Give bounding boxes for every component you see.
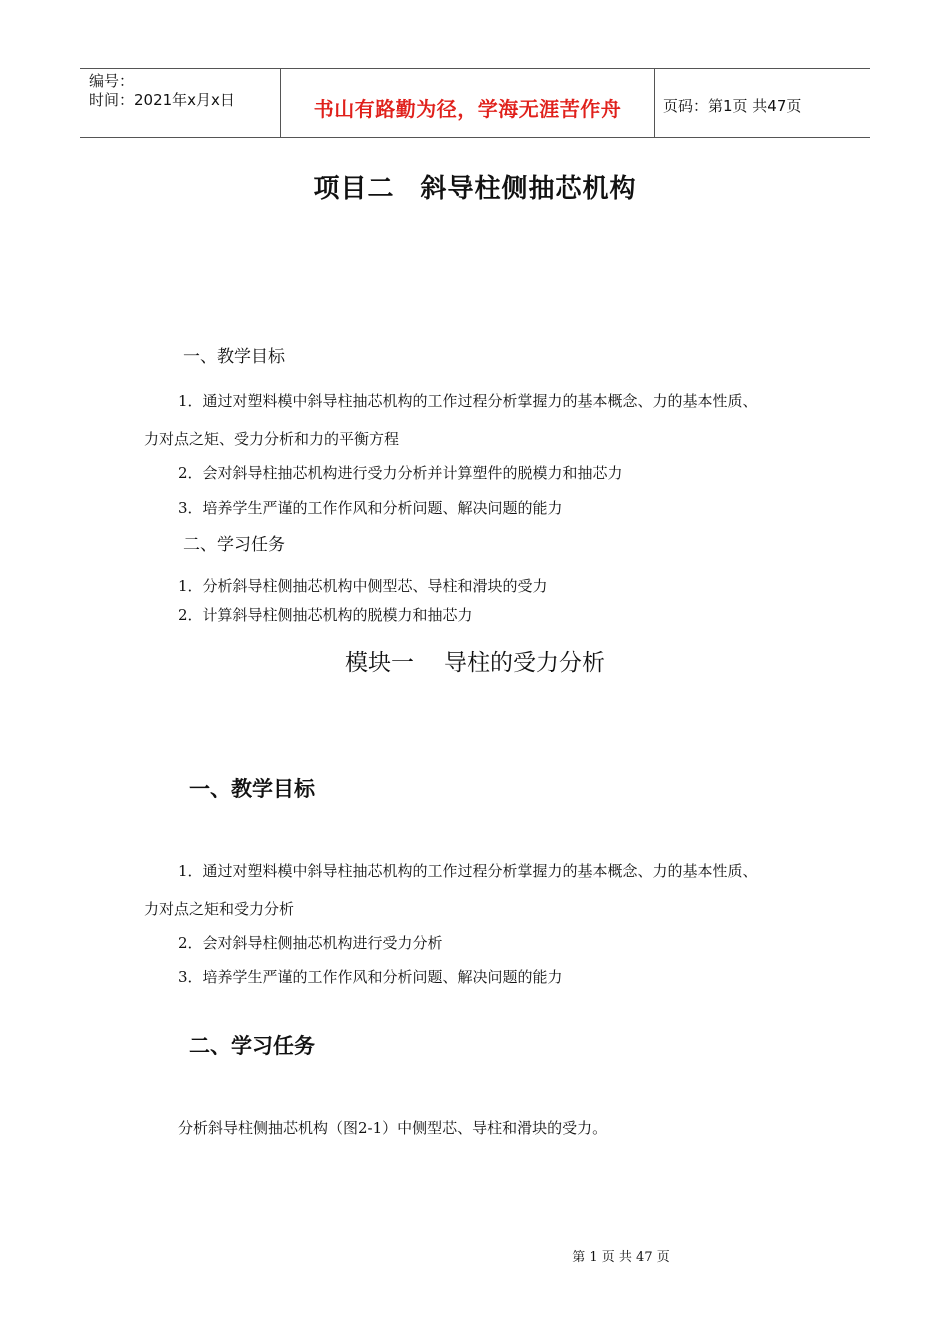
module-section1-item1-line2: 力对点之矩和受力分析 (144, 900, 295, 918)
title-topic: 斜导柱侧抽芯机构 (420, 174, 637, 204)
header-table (80, 68, 870, 138)
module-section1-heading: 一、教学目标 (189, 777, 315, 801)
section1-item3: 3．培养学生严谨的工作作风和分析问题、解决问题的能力 (178, 499, 563, 517)
document-title (0, 168, 950, 205)
serial-label: 编号： (89, 72, 135, 90)
section1-item2: 2．会对斜导柱抽芯机构进行受力分析并计算塑件的脱模力和抽芯力 (178, 464, 623, 482)
section1-item1-line2: 力对点之矩、受力分析和力的平衡方程 (144, 430, 400, 448)
module-title (0, 644, 950, 677)
page-footer: 第 1 页 共 47 页 (572, 1250, 670, 1265)
title-project: 项目二 (313, 174, 395, 204)
module-number: 模块一 (345, 650, 414, 676)
section2-item2: 2．计算斜导柱侧抽芯机构的脱模力和抽芯力 (178, 606, 473, 624)
module-section1-item2: 2．会对斜导柱侧抽芯机构进行受力分析 (178, 934, 443, 952)
header-cell-motto (280, 69, 655, 137)
section1-heading: 一、教学目标 (183, 347, 285, 367)
module-section1-item1-line1: 1．通过对塑料模中斜导柱抽芯机构的工作过程分析掌握力的基本概念、力的基本性质、 (178, 862, 758, 880)
section1-item1-line1: 1．通过对塑料模中斜导柱抽芯机构的工作过程分析掌握力的基本概念、力的基本性质、 (178, 392, 758, 410)
motto-text: 书山有路勤为径，学海无涯苦作舟 (313, 97, 622, 121)
page-info: 页码：第1页 共47页 (663, 97, 802, 115)
module-topic: 导柱的受力分析 (444, 650, 605, 676)
module-section1-item3: 3．培养学生严谨的工作作风和分析问题、解决问题的能力 (178, 968, 563, 986)
module-section2-heading: 二、学习任务 (189, 1034, 315, 1058)
section2-item1: 1．分析斜导柱侧抽芯机构中侧型芯、导柱和滑块的受力 (178, 577, 548, 595)
section2-heading: 二、学习任务 (183, 535, 285, 555)
module-section2-body: 分析斜导柱侧抽芯机构（图2-1）中侧型芯、导柱和滑块的受力。 (178, 1119, 608, 1137)
date-line: 时间：2021年x月x日 (89, 91, 235, 109)
header-cell-meta (80, 69, 280, 137)
header-cell-page (654, 69, 870, 137)
